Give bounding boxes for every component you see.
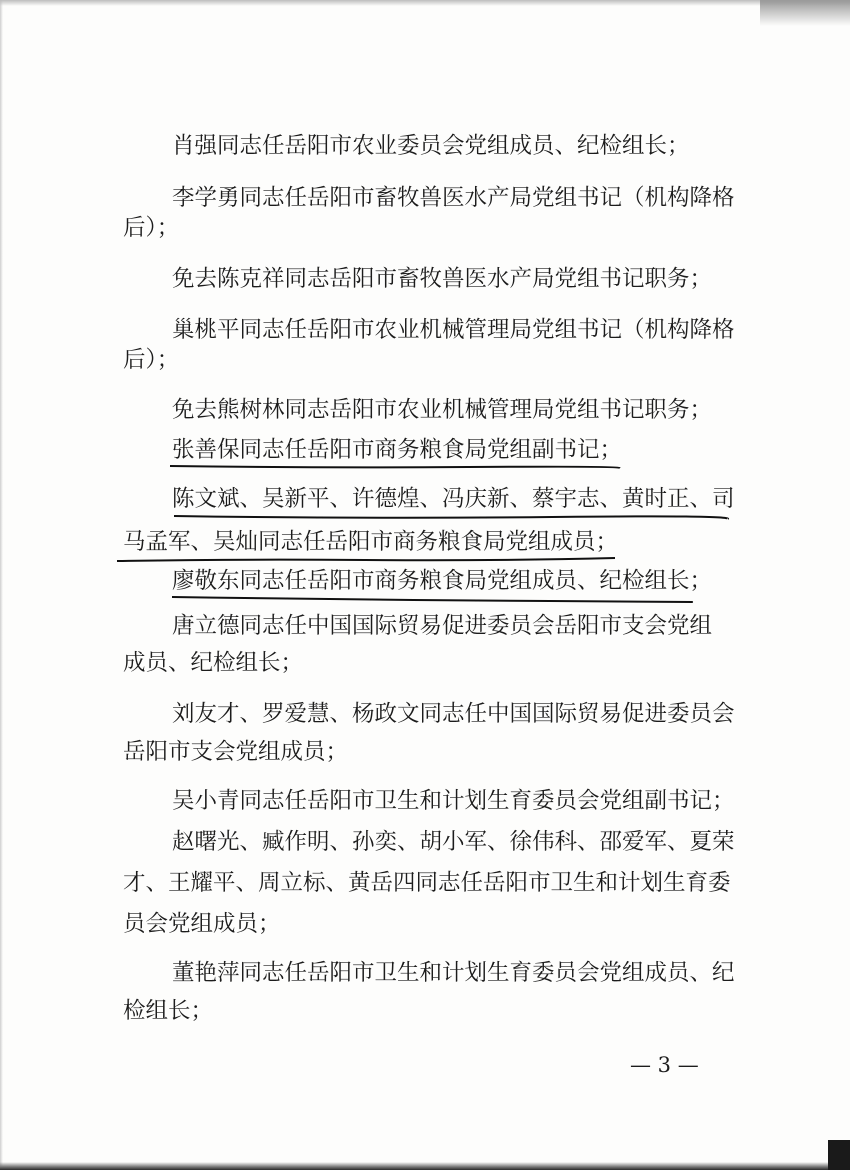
document-line: 后）；	[123, 347, 180, 373]
document-line: 肖强同志任岳阳市农业委员会党组成员、纪检组长；	[172, 133, 690, 159]
pen-underline	[168, 463, 608, 471]
document-line: 刘友才、罗爱慧、杨政文同志任中国国际贸易促进委员会	[172, 701, 735, 727]
document-line: 吴小青同志任岳阳市卫生和计划生育委员会党组副书记；	[172, 788, 735, 814]
document-line: 员会党组成员；	[123, 911, 281, 937]
document-line: 检组长；	[123, 998, 214, 1024]
underlined-appointment-4	[172, 566, 713, 606]
document-line: 才、王耀平、周立标、黄岳四同志任岳阳市卫生和计划生育委	[123, 870, 731, 896]
pen-underline	[115, 555, 615, 565]
document-line: 董艳萍同志任岳阳市卫生和计划生育委员会党组成员、纪	[172, 960, 735, 986]
underlined-appointment-1	[172, 435, 623, 471]
document-line: 免去陈克祥同志岳阳市畜牧兽医水产局党组书记职务；	[172, 266, 713, 292]
underlined-appointment-2	[172, 484, 735, 520]
pen-underline	[170, 594, 690, 606]
document-line: 成员、纪检组长；	[123, 650, 304, 676]
scan-shadow-top-corner	[760, 0, 850, 26]
document-line: 马孟军、吴灿同志任岳阳市商务粮食局党组成员；	[123, 529, 619, 555]
underlined-appointment-3	[123, 527, 623, 563]
document-line: 唐立德同志任中国国际贸易促进委员会岳阳市支会党组	[172, 613, 713, 639]
document-line: 廖敬东同志任岳阳市商务粮食局党组成员、纪检组长；	[172, 568, 713, 594]
document-line: 陈文斌、吴新平、许德煌、冯庆新、蔡宇志、黄时正、司	[172, 486, 735, 512]
page-number: — 3 —	[630, 1053, 699, 1077]
document-line: 张善保同志任岳阳市商务粮食局党组副书记；	[172, 437, 623, 463]
document-line: 赵曙光、臧作明、孙奕、胡小军、徐伟科、邵爱军、夏荣	[172, 829, 735, 855]
scan-shadow-bottom-corner	[828, 1140, 850, 1170]
document-line: 巢桃平同志任岳阳市农业机械管理局党组书记（机构降格	[172, 317, 735, 343]
document-line: 李学勇同志任岳阳市畜牧兽医水产局党组书记（机构降格	[172, 185, 735, 211]
pen-underline	[172, 513, 725, 521]
document-line: 岳阳市支会党组成员；	[123, 739, 349, 765]
scan-shadow-top	[0, 0, 850, 6]
document-line: 后）；	[123, 215, 180, 241]
document-line: 免去熊树林同志岳阳市农业机械管理局党组书记职务；	[172, 397, 713, 423]
scan-shadow-bottom	[0, 1162, 850, 1170]
scan-shadow-left	[0, 0, 3, 1170]
